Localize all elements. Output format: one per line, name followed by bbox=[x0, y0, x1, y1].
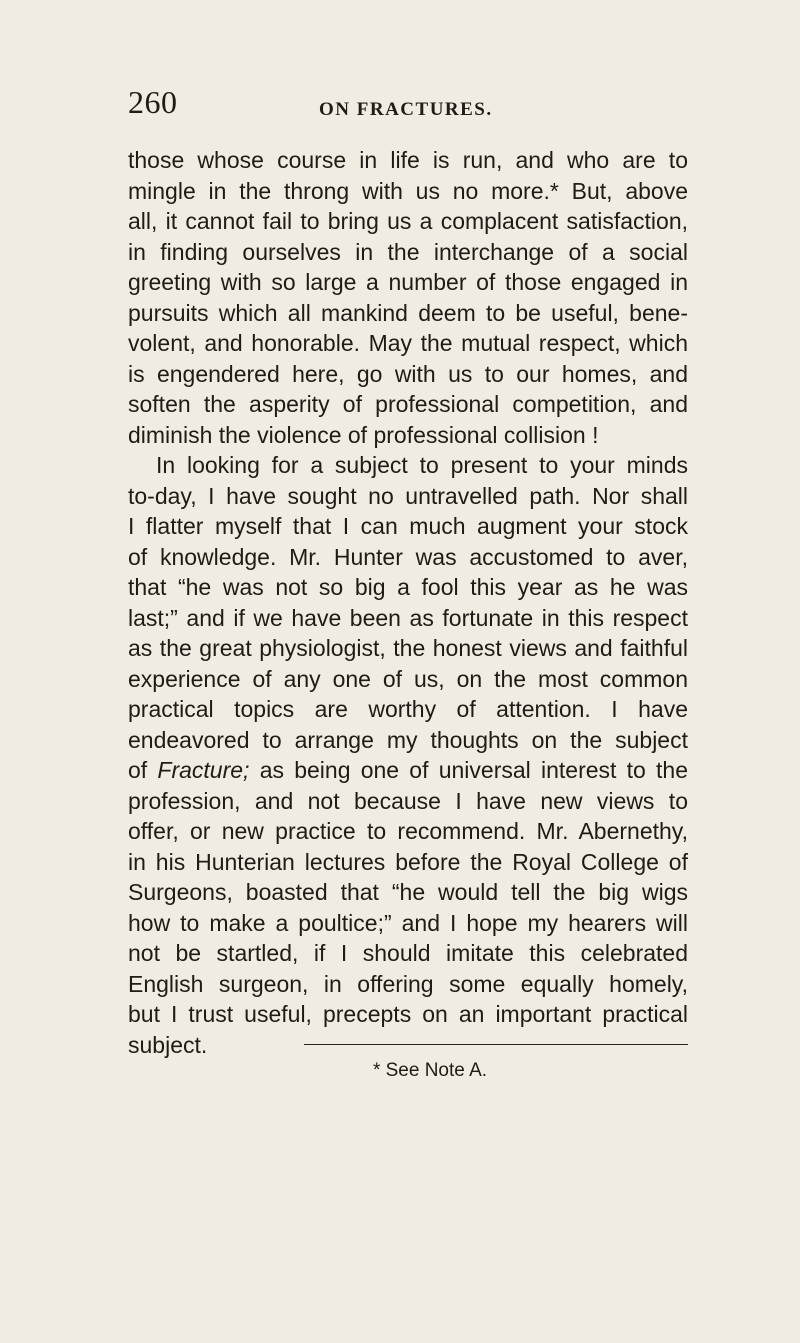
text-line: experience of any one of us, on the most common bbox=[128, 665, 688, 692]
text-line: as the great physiologist, the honest views and faithful bbox=[128, 635, 688, 661]
footnote-divider bbox=[304, 1044, 688, 1045]
italic-term: Fracture; bbox=[157, 757, 250, 783]
text-line: mingle in the throng with us no more.* But, above bbox=[128, 177, 688, 204]
text-fragment: of bbox=[128, 757, 148, 783]
page-header bbox=[128, 86, 688, 132]
footnote-text: * See Note A. bbox=[372, 1060, 488, 1081]
text-line: Surgeons, boasted that “he would tell the big wigs bbox=[128, 879, 688, 905]
text-line: to-day, I have sought no untravelled path. Nor shall bbox=[128, 482, 688, 509]
text-line: subject. bbox=[128, 1031, 208, 1058]
text-line: all, it cannot fail to bring us a complacent satisfaction, bbox=[128, 208, 688, 234]
text-line: of knowledge. Mr. Hunter was accustomed to aver, bbox=[128, 543, 688, 570]
text-line: I flatter myself that I can much augment your stock bbox=[128, 513, 688, 539]
text-line: is engendered here, go with us to our homes, and bbox=[128, 360, 688, 387]
text-line: how to make a poultice;” and I hope my hearers will bbox=[128, 909, 688, 936]
text-line: profession, and not because I have new views to bbox=[128, 787, 688, 814]
text-line: in his Hunterian lectures before the Royal College of bbox=[128, 848, 688, 875]
text-line: English surgeon, in offering some equally homely, bbox=[128, 970, 688, 997]
text-line: soften the asperity of professional competition, and bbox=[128, 391, 688, 417]
text-line: diminish the violence of professional collision ! bbox=[128, 421, 599, 448]
page-number: 260 bbox=[128, 84, 178, 120]
text-line: In looking for a subject to present to your minds bbox=[156, 452, 688, 478]
text-line: volent, and honorable. May the mutual respect, which bbox=[128, 330, 688, 356]
text-line: that “he was not so big a fool this year as he was bbox=[128, 574, 688, 600]
text-line: practical topics are worthy of attention. I have bbox=[128, 696, 688, 722]
body-text bbox=[128, 145, 688, 1060]
text-fragment: as being one of universal interest to the bbox=[259, 757, 689, 783]
text-line: offer, or new practice to recommend. Mr. Abernethy, bbox=[128, 818, 688, 844]
text-line: greeting with so large a number of those engaged in bbox=[128, 269, 688, 295]
text-line: last;” and if we have been as fortunate in this respect bbox=[128, 604, 688, 631]
text-line: not be startled, if I should imitate this celebrated bbox=[128, 940, 688, 966]
text-line: those whose course in life is run, and who are to bbox=[128, 147, 688, 173]
text-line-with-italic bbox=[128, 755, 688, 786]
text-line: in finding ourselves in the interchange of a social bbox=[128, 238, 688, 265]
text-line: but I trust useful, precepts on an important practical bbox=[128, 1001, 688, 1027]
running-title: ON FRACTURES. bbox=[319, 99, 493, 120]
text-line: pursuits which all mankind deem to be useful, bene- bbox=[128, 299, 688, 326]
footnote bbox=[0, 1060, 800, 1082]
text-line: endeavored to arrange my thoughts on the subject bbox=[128, 726, 688, 753]
